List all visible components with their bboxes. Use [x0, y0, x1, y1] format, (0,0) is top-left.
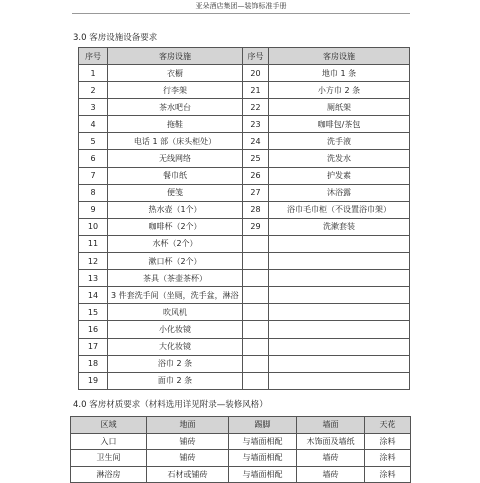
table-row	[79, 82, 410, 99]
row-item: 护发素	[269, 167, 410, 184]
table-row	[79, 304, 410, 321]
row-item: 大化妆镜	[108, 338, 243, 355]
section-3-title: 3.0 客房设施设备要求	[73, 33, 158, 43]
row-item: 便笺	[108, 184, 243, 201]
row-number: 25	[243, 150, 269, 167]
row-number: 8	[79, 184, 108, 201]
col-header-no: 序号	[79, 48, 108, 65]
empty-cell	[269, 372, 410, 389]
row-number: 17	[79, 338, 108, 355]
row-item: 小方巾 2 条	[269, 82, 410, 99]
empty-cell	[269, 355, 410, 372]
row-item: 电话 1 部（床头柜处）	[108, 133, 243, 150]
table-row	[79, 372, 410, 389]
row-number: 1	[79, 65, 108, 82]
table-row	[79, 253, 410, 270]
col-header: 地面	[147, 417, 229, 434]
row-number: 12	[79, 253, 108, 270]
row-item: 热水壶（1个）	[108, 201, 243, 218]
row-number: 14	[79, 287, 108, 304]
row-item: 茶具（茶壶茶杯）	[108, 270, 243, 287]
row-number: 18	[79, 355, 108, 372]
table-row	[79, 184, 410, 201]
empty-cell	[243, 270, 269, 287]
table-row	[79, 167, 410, 184]
row-item: 拖鞋	[108, 116, 243, 133]
table-cell: 石材或铺砖	[147, 466, 229, 483]
row-number: 26	[243, 167, 269, 184]
empty-cell	[243, 355, 269, 372]
row-item: 无线网络	[108, 150, 243, 167]
row-item: 茶水吧台	[108, 99, 243, 116]
row-item: 餐巾纸	[108, 167, 243, 184]
empty-cell	[269, 321, 410, 338]
row-number: 22	[243, 99, 269, 116]
table-row	[79, 201, 410, 218]
col-header-item: 客房设施	[108, 48, 243, 65]
section-4-title: 4.0 客房材质要求（材料选用详见附录—装修风格）	[73, 400, 268, 410]
row-item: 小化妆镜	[108, 321, 243, 338]
row-number: 29	[243, 218, 269, 235]
table-row	[79, 270, 410, 287]
table-row	[71, 450, 411, 467]
col-header: 区域	[71, 417, 147, 434]
row-number: 23	[243, 116, 269, 133]
col-header-no: 序号	[243, 48, 269, 65]
table-cell: 与墙面相配	[229, 450, 297, 467]
col-header: 天花	[365, 417, 411, 434]
row-number: 16	[79, 321, 108, 338]
table-row	[79, 150, 410, 167]
row-item: 厕纸架	[269, 99, 410, 116]
empty-cell	[243, 287, 269, 304]
table-row	[79, 235, 410, 252]
empty-cell	[243, 321, 269, 338]
table-cell: 涂料	[365, 466, 411, 483]
row-item: 洗手液	[269, 133, 410, 150]
row-number: 15	[79, 304, 108, 321]
empty-cell	[269, 287, 410, 304]
row-number: 3	[79, 99, 108, 116]
row-number: 28	[243, 201, 269, 218]
table-row	[79, 338, 410, 355]
row-item: 水杯（2个）	[108, 235, 243, 252]
table-row	[79, 133, 410, 150]
empty-cell	[243, 338, 269, 355]
table-cell: 墙砖	[297, 450, 365, 467]
table-cell: 与墙面相配	[229, 433, 297, 450]
table-row	[71, 466, 411, 483]
materials-table	[70, 416, 411, 483]
row-item: 面巾 2 条	[108, 372, 243, 389]
row-item: 吹风机	[108, 304, 243, 321]
table-row	[79, 321, 410, 338]
table-cell: 木饰面及墙纸	[297, 433, 365, 450]
row-item: 漱口杯（2个）	[108, 253, 243, 270]
facilities-table	[78, 47, 410, 390]
table-cell: 入口	[71, 433, 147, 450]
table-row	[71, 433, 411, 450]
row-number: 24	[243, 133, 269, 150]
empty-cell	[243, 372, 269, 389]
table-cell: 墙砖	[297, 466, 365, 483]
table-cell: 涂料	[365, 433, 411, 450]
row-number: 21	[243, 82, 269, 99]
page-header: 亚朵酒店集团—装饰标准手册	[72, 0, 410, 14]
row-item: 沐浴露	[269, 184, 410, 201]
row-item: 浴巾 2 条	[108, 355, 243, 372]
row-number: 5	[79, 133, 108, 150]
row-item: 浴巾毛巾柜（不设置浴巾架）	[269, 201, 410, 218]
empty-cell	[269, 235, 410, 252]
row-item: 地巾 1 条	[269, 65, 410, 82]
col-header: 墙面	[297, 417, 365, 434]
table-cell: 卫生间	[71, 450, 147, 467]
row-number: 7	[79, 167, 108, 184]
table-row	[79, 218, 410, 235]
table-row	[79, 99, 410, 116]
empty-cell	[243, 235, 269, 252]
row-item: 行李架	[108, 82, 243, 99]
row-item: 3 件套洗手间（坐厕，洗手盆，淋浴	[108, 287, 243, 304]
row-number: 2	[79, 82, 108, 99]
row-item: 咖啡包/茶包	[269, 116, 410, 133]
empty-cell	[269, 253, 410, 270]
row-number: 13	[79, 270, 108, 287]
empty-cell	[269, 304, 410, 321]
table-header-row	[79, 48, 410, 65]
table-cell: 与墙面相配	[229, 466, 297, 483]
table-cell: 淋浴房	[71, 466, 147, 483]
row-number: 27	[243, 184, 269, 201]
table-cell: 铺砖	[147, 450, 229, 467]
table-row	[79, 116, 410, 133]
row-number: 20	[243, 65, 269, 82]
empty-cell	[269, 270, 410, 287]
row-item: 衣橱	[108, 65, 243, 82]
table-row	[79, 287, 410, 304]
col-header-item: 客房设施	[269, 48, 410, 65]
row-item: 洗漱套装	[269, 218, 410, 235]
table-header-row	[71, 417, 411, 434]
row-number: 19	[79, 372, 108, 389]
row-number: 9	[79, 201, 108, 218]
table-row	[79, 355, 410, 372]
empty-cell	[243, 304, 269, 321]
row-number: 6	[79, 150, 108, 167]
table-row	[79, 65, 410, 82]
table-cell: 涂料	[365, 450, 411, 467]
row-item: 洗发水	[269, 150, 410, 167]
row-number: 10	[79, 218, 108, 235]
row-number: 11	[79, 235, 108, 252]
col-header: 踢脚	[229, 417, 297, 434]
empty-cell	[243, 253, 269, 270]
row-number: 4	[79, 116, 108, 133]
table-cell: 铺砖	[147, 433, 229, 450]
row-item: 咖啡杯（2个）	[108, 218, 243, 235]
empty-cell	[269, 338, 410, 355]
